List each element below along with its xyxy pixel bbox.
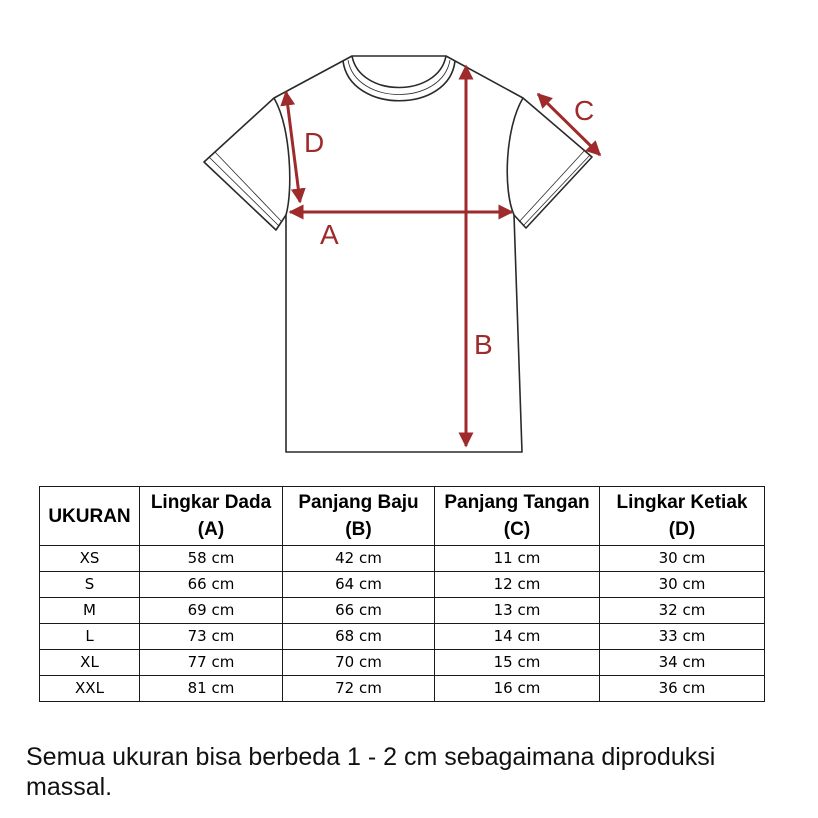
cell-chest: 66 cm: [140, 572, 283, 598]
cell-armhole: 36 cm: [600, 676, 765, 702]
cell-armhole: 30 cm: [600, 572, 765, 598]
tshirt-outline: [204, 56, 595, 452]
table-row: [40, 676, 765, 702]
cell-length: 64 cm: [283, 572, 435, 598]
cell-chest: 81 cm: [140, 676, 283, 702]
cell-chest: 69 cm: [140, 598, 283, 624]
cell-size: S: [40, 572, 140, 598]
cell-sleeve: 12 cm: [435, 572, 600, 598]
label-b: B: [474, 329, 493, 360]
cell-length: 70 cm: [283, 650, 435, 676]
table-row: [40, 624, 765, 650]
cell-sleeve: 13 cm: [435, 598, 600, 624]
cell-sleeve: 16 cm: [435, 676, 600, 702]
cell-length: 66 cm: [283, 598, 435, 624]
cell-armhole: 32 cm: [600, 598, 765, 624]
header-size: UKURAN: [40, 487, 140, 546]
header-sleeve: Panjang Tangan (C): [435, 487, 600, 546]
cell-chest: 73 cm: [140, 624, 283, 650]
cell-size: L: [40, 624, 140, 650]
table-row: [40, 650, 765, 676]
label-c: C: [574, 95, 595, 126]
label-d: D: [304, 127, 325, 158]
cell-sleeve: 15 cm: [435, 650, 600, 676]
cell-size: XS: [40, 546, 140, 572]
cell-armhole: 34 cm: [600, 650, 765, 676]
header-armhole: Lingkar Ketiak (D): [600, 487, 765, 546]
cell-armhole: 33 cm: [600, 624, 765, 650]
size-chart-table: [39, 486, 765, 702]
cell-length: 68 cm: [283, 624, 435, 650]
table-row: [40, 598, 765, 624]
cell-size: XXL: [40, 676, 140, 702]
cell-length: 42 cm: [283, 546, 435, 572]
table-header-row: [40, 487, 765, 546]
label-a: A: [320, 219, 339, 250]
cell-sleeve: 11 cm: [435, 546, 600, 572]
table-row: [40, 546, 765, 572]
cell-size: M: [40, 598, 140, 624]
cell-chest: 77 cm: [140, 650, 283, 676]
cell-size: XL: [40, 650, 140, 676]
header-chest: Lingkar Dada (A): [140, 487, 283, 546]
cell-chest: 58 cm: [140, 546, 283, 572]
cell-armhole: 30 cm: [600, 546, 765, 572]
table-row: [40, 572, 765, 598]
cell-length: 72 cm: [283, 676, 435, 702]
cell-sleeve: 14 cm: [435, 624, 600, 650]
production-note: Semua ukuran bisa berbeda 1 - 2 cm sebagaimana diproduksi massal.: [26, 743, 716, 801]
header-length: Panjang Baju (B): [283, 487, 435, 546]
